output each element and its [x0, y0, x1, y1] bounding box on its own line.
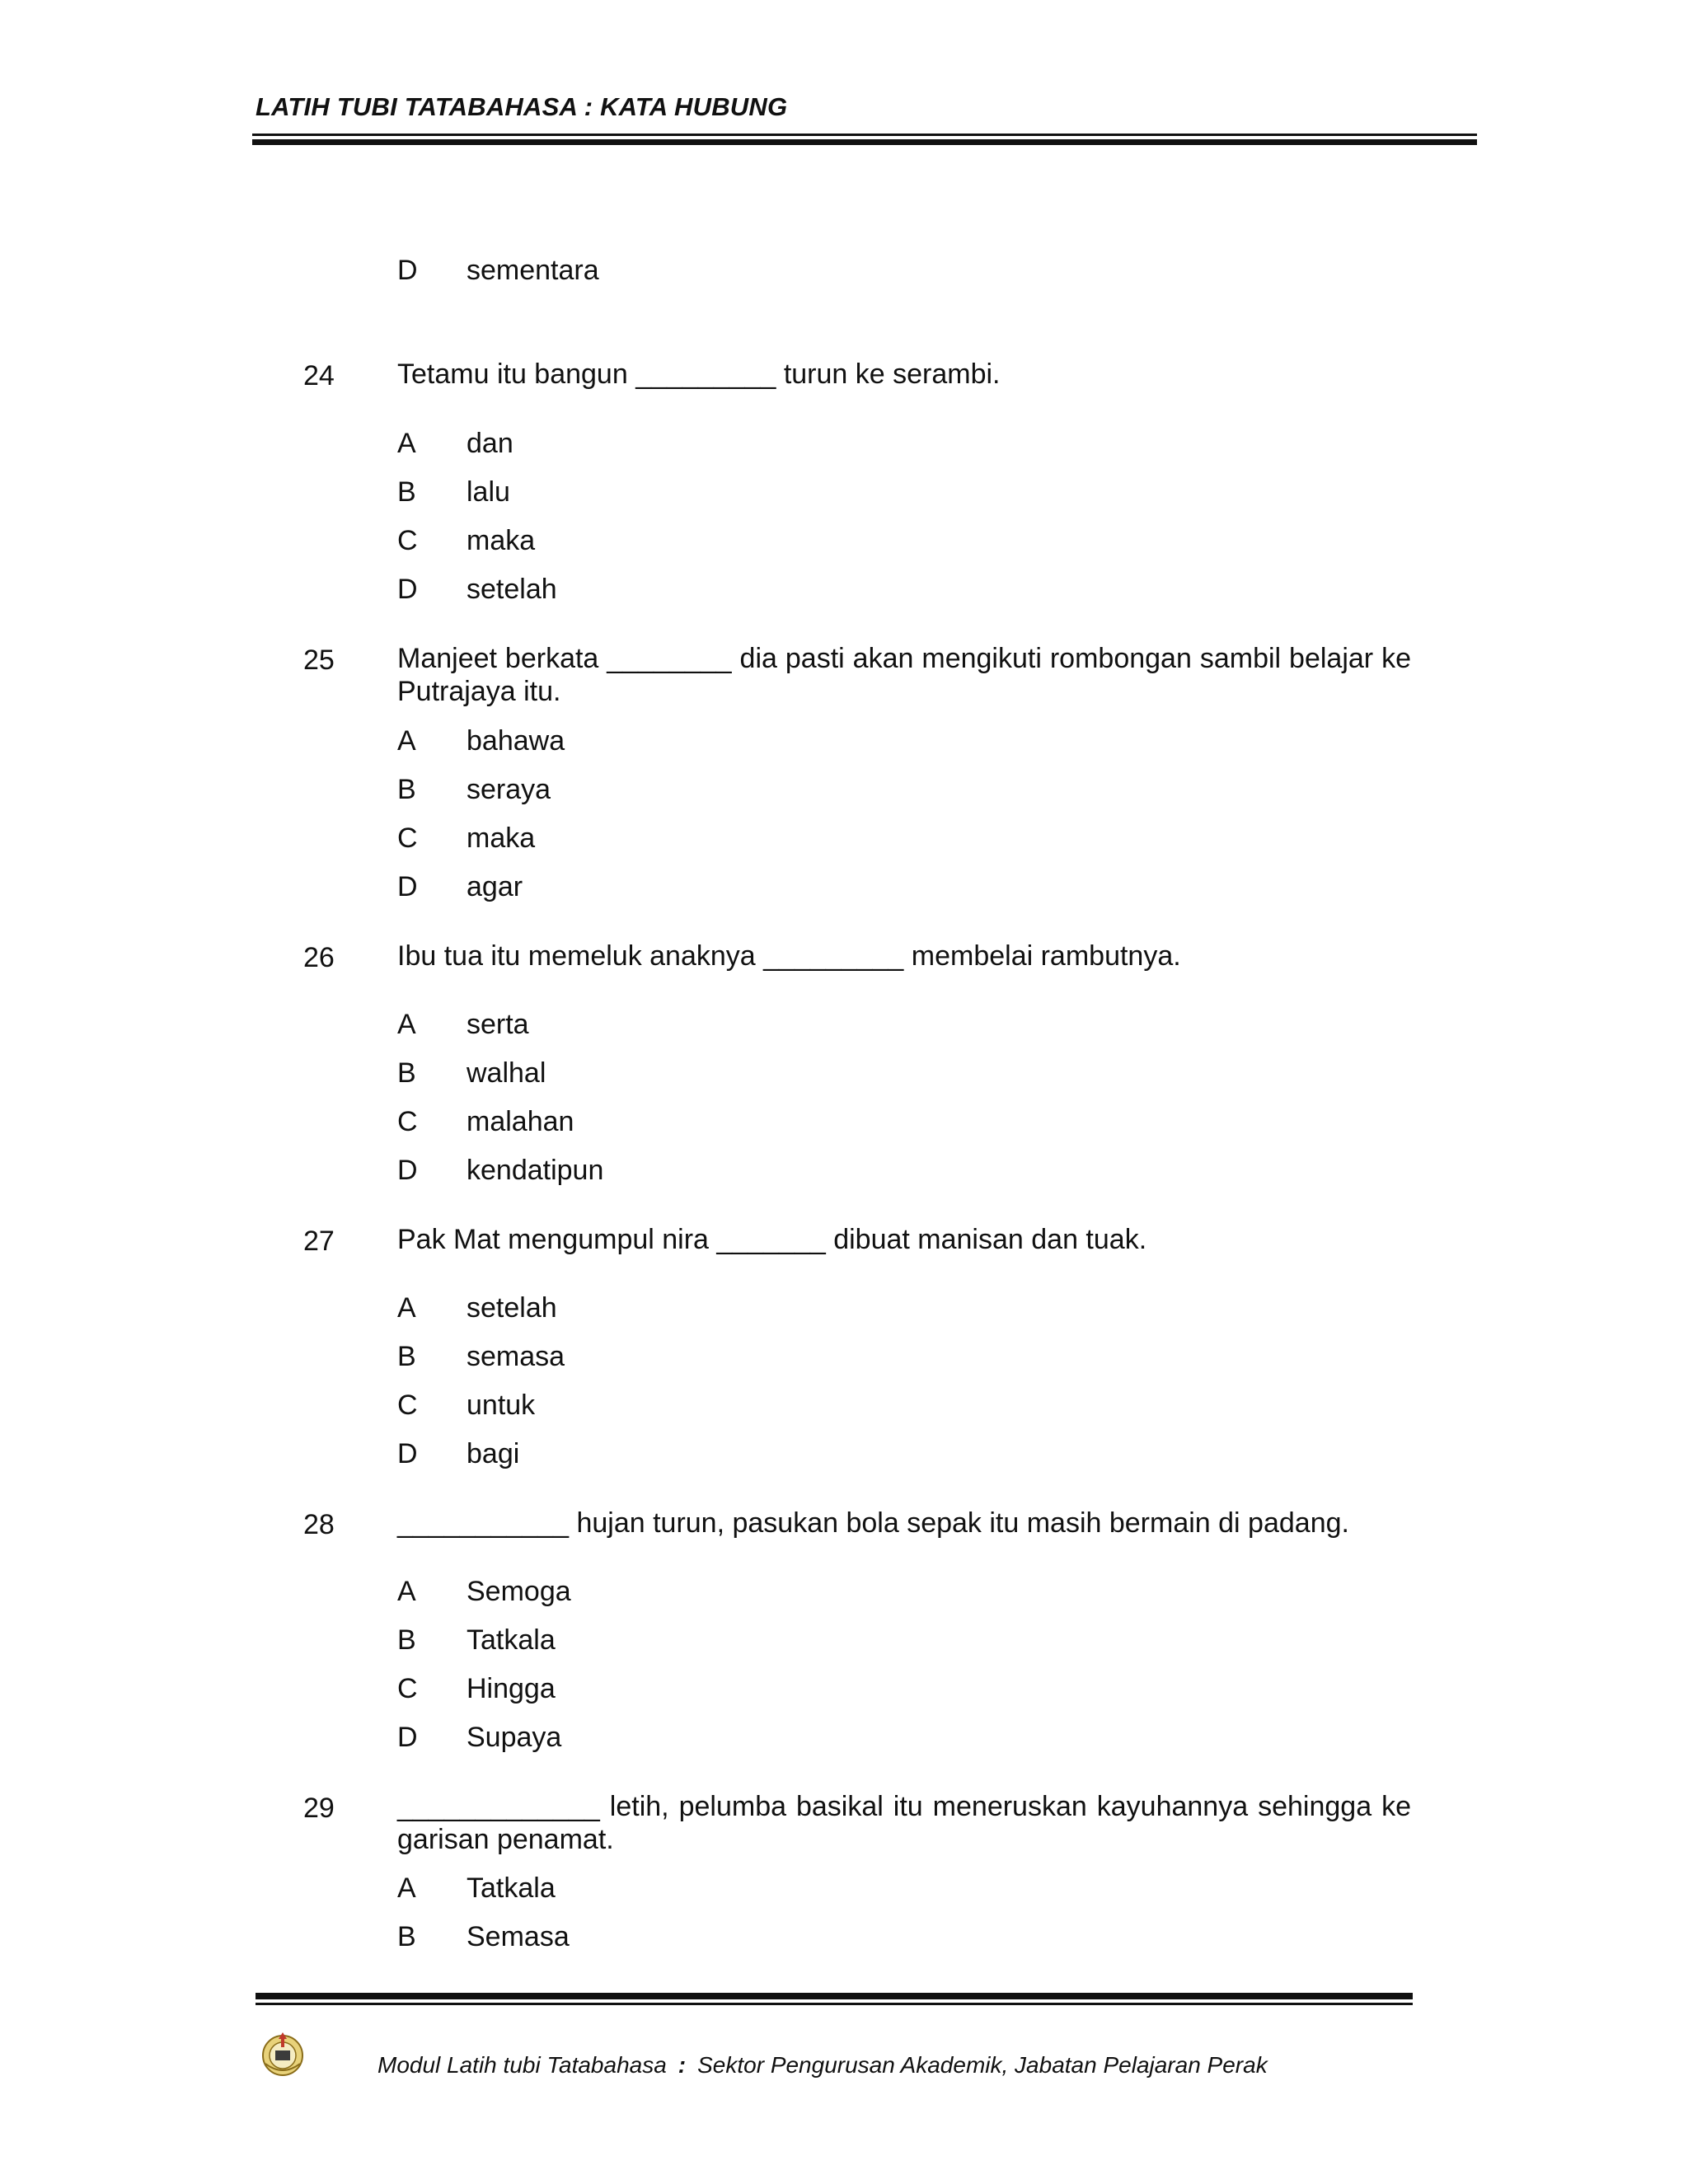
prev-option-text: sementara: [467, 255, 599, 286]
option-text: agar: [467, 871, 523, 902]
question-text: Manjeet berkata ________ dia pasti akan mengikuti rombongan sambil belajar ke Putrajaya itu.: [397, 643, 1411, 707]
footer-module-name: Modul Latih tubi Tatabahasa: [377, 2052, 667, 2078]
footer-rule-thin: [256, 2003, 1413, 2005]
option-text: Tatkala: [467, 1624, 556, 1656]
option-text: seraya: [467, 774, 551, 805]
option-text: dan: [467, 428, 513, 459]
question-text: ___________ hujan turun, pasukan bola sepak itu masih bermain di padang.: [397, 1507, 1349, 1539]
question-text: Ibu tua itu memeluk anaknya _________ membelai rambutnya.: [397, 940, 1181, 972]
option-letter: C: [397, 823, 418, 854]
question-text: Pak Mat mengumpul nira _______ dibuat manisan dan tuak.: [397, 1224, 1147, 1255]
option-text: bagi: [467, 1438, 520, 1469]
option-text: semasa: [467, 1341, 565, 1372]
option-letter: D: [397, 1438, 418, 1469]
question-number: 27: [303, 1226, 335, 1257]
footer-separator: :: [678, 2052, 687, 2078]
header-title: LATIH TUBI TATABAHASA : KATA HUBUNG: [256, 92, 788, 121]
option-text: setelah: [467, 574, 557, 605]
option-letter: C: [397, 1673, 418, 1704]
question-number: 29: [303, 1793, 335, 1824]
option-text: Hingga: [467, 1673, 556, 1704]
option-letter: D: [397, 574, 418, 605]
option-text: Semoga: [467, 1576, 571, 1607]
option-letter: A: [397, 428, 416, 459]
option-text: Supaya: [467, 1722, 562, 1753]
option-letter: B: [397, 1624, 416, 1656]
prev-option-letter: D: [397, 255, 418, 286]
question-number: 28: [303, 1509, 335, 1540]
option-text: kendatipun: [467, 1155, 604, 1186]
question-number: 24: [303, 360, 335, 391]
option-letter: B: [397, 1057, 416, 1089]
option-letter: B: [397, 774, 416, 805]
option-text: untuk: [467, 1390, 536, 1421]
option-letter: B: [397, 1341, 416, 1372]
question-text: _____________ letih, pelumba basikal itu meneruskan kayuhannya sehingga ke garisan penamat.: [397, 1791, 1411, 1855]
option-letter: A: [397, 1872, 416, 1904]
option-text: lalu: [467, 476, 510, 508]
question-number: 25: [303, 644, 335, 676]
option-letter: B: [397, 476, 416, 508]
option-letter: C: [397, 1106, 418, 1137]
option-letter: D: [397, 871, 418, 902]
option-letter: D: [397, 1722, 418, 1753]
footer-rule-thick: [256, 1993, 1413, 1999]
option-letter: C: [397, 525, 418, 556]
header-rule-thick: [252, 139, 1477, 145]
option-letter: A: [397, 1292, 416, 1324]
option-text: walhal: [467, 1057, 546, 1089]
option-letter: A: [397, 1576, 416, 1607]
option-text: serta: [467, 1009, 529, 1040]
option-text: maka: [467, 525, 536, 556]
footer-department: Sektor Pengurusan Akademik, Jabatan Pelajaran Perak: [697, 2052, 1268, 2078]
option-text: malahan: [467, 1106, 574, 1137]
option-text: setelah: [467, 1292, 557, 1324]
question-number: 26: [303, 942, 335, 973]
header-rule-thin: [252, 134, 1477, 136]
option-text: maka: [467, 823, 536, 854]
option-letter: A: [397, 725, 416, 757]
option-text: Tatkala: [467, 1872, 556, 1904]
question-text: Tetamu itu bangun _________ turun ke serambi.: [397, 359, 1001, 390]
option-letter: C: [397, 1390, 418, 1421]
option-letter: B: [397, 1921, 416, 1952]
state-crest-icon: [257, 2027, 308, 2079]
option-text: bahawa: [467, 725, 565, 757]
footer-text: [377, 2052, 1268, 2079]
option-letter: D: [397, 1155, 418, 1186]
option-text: Semasa: [467, 1921, 570, 1952]
option-letter: A: [397, 1009, 416, 1040]
